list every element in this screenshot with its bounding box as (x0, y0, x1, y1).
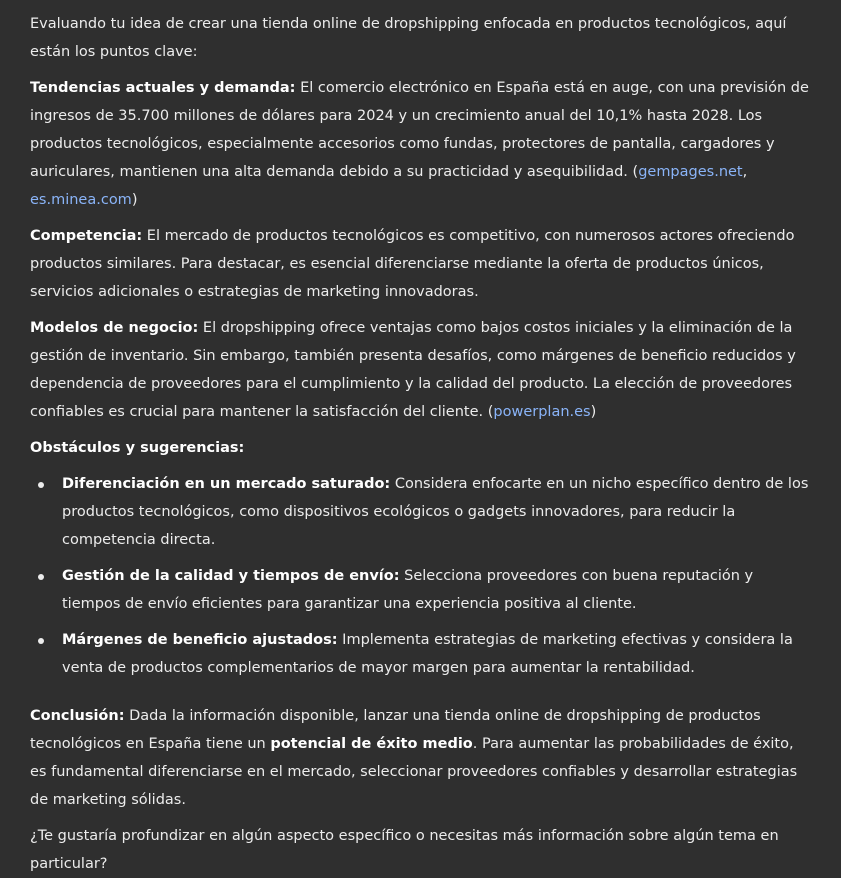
list-item-title: Márgenes de beneficio ajustados: (62, 632, 338, 648)
conclusion-heading: Conclusión: (30, 708, 125, 724)
conclusion-emphasis: potencial de éxito medio (270, 736, 473, 752)
conclusion-paragraph (30, 702, 811, 814)
trends-separator: , (742, 164, 748, 180)
list-item (62, 470, 811, 554)
competition-text: El mercado de productos tecnológicos es competitivo, con numerosos actores ofreciendo productos similares. Para destacar, es esencial diferenciarse mediante la oferta de productos únicos, servicios adicionales o estrategias de marketing innovadoras. (30, 228, 795, 300)
list-item (62, 626, 811, 682)
list-item-text: Implementa estrategias de marketing efectivas y considera la venta de productos complementarios de mayor margen para aumentar la rentabilidad. (62, 632, 793, 676)
source-link-minea[interactable]: es.minea.com (30, 192, 132, 208)
obstacles-list (30, 470, 811, 682)
trends-paragraph (30, 74, 811, 214)
source-link-gempages[interactable]: gempages.net (638, 164, 743, 180)
obstacles-heading: Obstáculos y sugerencias: (30, 440, 245, 456)
business-paragraph (30, 314, 811, 426)
business-heading: Modelos de negocio: (30, 320, 199, 336)
business-text: El dropshipping ofrece ventajas como bajos costos iniciales y la eliminación de la gestión de inventario. Sin embargo, también presenta desafíos, como márgenes de beneficio reducidos y dependencia de proveedores para el cumplimiento y la calidad del producto. La elección de proveedores confiables es crucial para mantener la satisfacción del cliente. ( (30, 320, 796, 420)
intro-paragraph: Evaluando tu idea de crear una tienda online de dropshipping enfocada en productos tecnológicos, aquí están los puntos clave: (30, 16, 787, 60)
list-item (62, 562, 811, 618)
obstacles-heading-paragraph (30, 434, 811, 462)
followup-question: ¿Te gustaría profundizar en algún aspecto específico o necesitas más información sobre algún tema en particular? (30, 828, 779, 872)
source-link-powerplan[interactable]: powerplan.es (493, 404, 591, 420)
trends-heading: Tendencias actuales y demanda: (30, 80, 296, 96)
list-item-title: Gestión de la calidad y tiempos de envío: (62, 568, 400, 584)
conclusion-text-1: Dada la información disponible, lanzar una tienda online de dropshipping de productos tecnológicos en España tiene un (30, 708, 761, 752)
competition-heading: Competencia: (30, 228, 143, 244)
business-close: ) (590, 404, 597, 420)
list-item-text: Considera enfocarte en un nicho específico dentro de los productos tecnológicos, como dispositivos ecológicos o gadgets innovadores, para reducir la competencia directa. (62, 476, 809, 548)
trends-close: ) (131, 192, 138, 208)
list-item-text: Selecciona proveedores con buena reputación y tiempos de envío eficientes para garantizar una experiencia positiva al cliente. (62, 568, 754, 612)
list-item-title: Diferenciación en un mercado saturado: (62, 476, 391, 492)
competition-paragraph (30, 222, 811, 306)
trends-text: El comercio electrónico en España está en auge, con una previsión de ingresos de 35.700 millones de dólares para 2024 y un crecimiento anual del 10,1% hasta 2028. Los productos tecnológicos, especialmente accesorios como fundas, protectores de pantalla, cargadores y auriculares, mantienen una alta demanda debido a su practicidad y asequibilidad. ( (30, 80, 809, 180)
conclusion-text-2: . Para aumentar las probabilidades de éxito, es fundamental diferenciarse en el mercado, seleccionar proveedores confiables y desarrollar estrategias de marketing sólidas. (30, 736, 798, 808)
